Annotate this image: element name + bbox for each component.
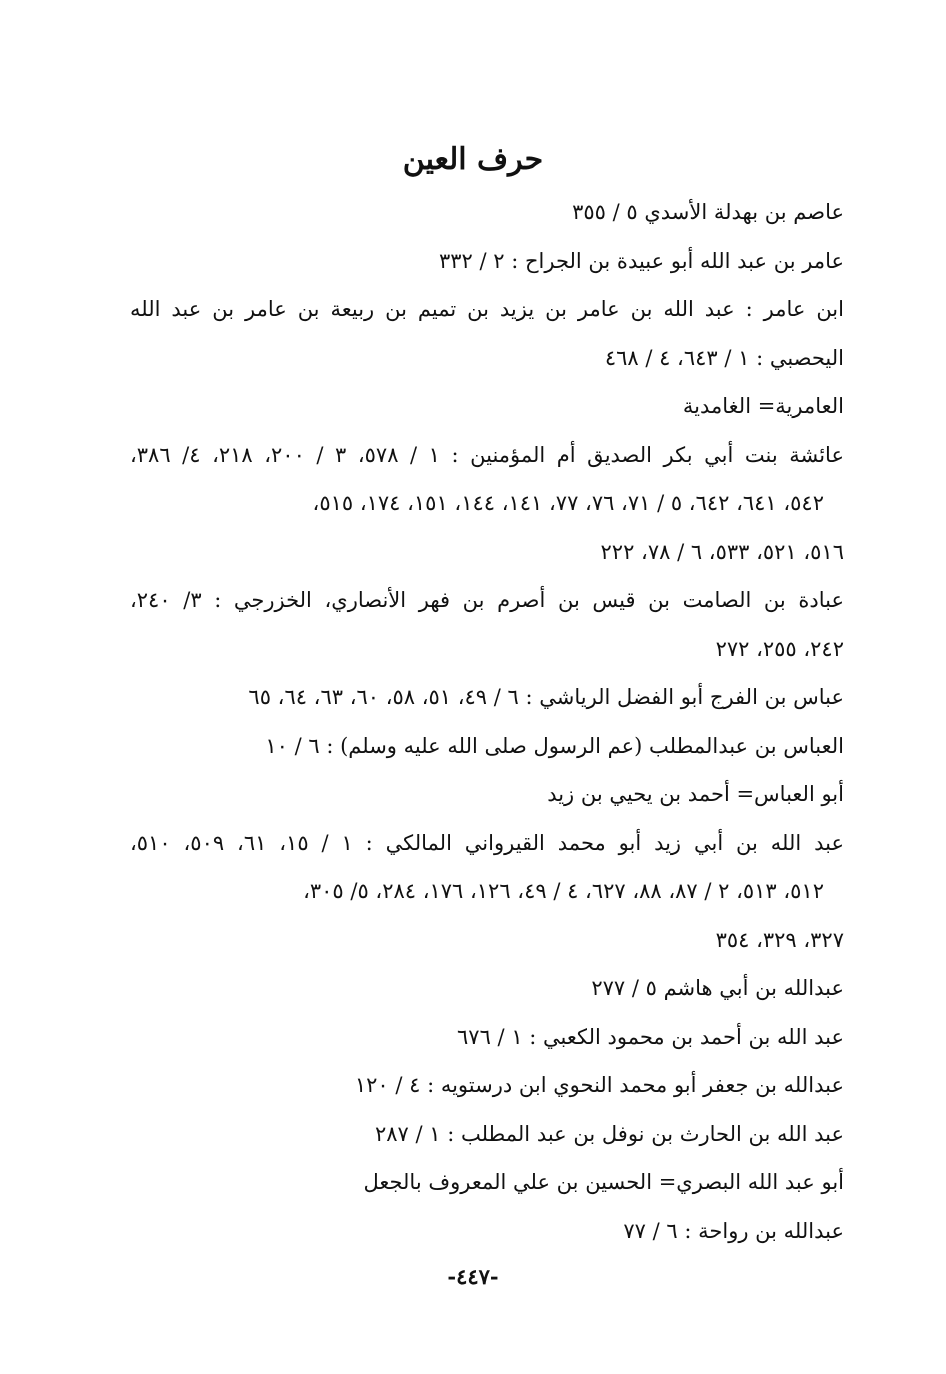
index-entry: أبو عبد الله البصري= الحسين بن علي المعروف بالجعل [363,1170,844,1194]
index-entry: ابن عامر : عبد الله بن عامر بن يزيد بن تميم بن ربيعة بن عامر بن عبد الله [130,297,844,321]
index-entry-continuation: ٢٤٢، ٢٥٥، ٢٧٢ [715,636,844,661]
page-number: -٤٤٧- [447,1264,499,1289]
index-entry-continuation: ٥٤٢، ٦٤١، ٦٤٢، ٥ / ٧١، ٧٦، ٧٧، ١٤١، ١٤٤، ١٥١، ١٧٤، ٥١٥، [312,491,824,515]
index-entry-continuation: ٥١٦، ٥٢١، ٥٣٣، ٦ / ٧٨، ٢٢٢ [600,539,844,564]
index-entry: العباس بن عبدالمطلب (عم الرسول صلى الله عليه وسلم) : ٦ / ١٠ [265,733,844,758]
index-entry: عبد الله بن أحمد بن محمود الكعبي : ١ / ٦٧٦ [457,1024,844,1049]
index-entry: عاصم بن بهدلة الأسدي ٥ / ٣٥٥ [572,200,844,224]
index-entry: عبدالله بن رواحة : ٦ / ٧٧ [623,1218,844,1243]
index-entry-continuation: ٣٢٧، ٣٢٩، ٣٥٤ [715,927,844,952]
index-entry: عباس بن الفرج أبو الفضل الرياشي : ٦ / ٤٩، ٥١، ٥٨، ٦٠، ٦٣، ٦٤، ٦٥ [248,685,844,709]
index-entry: عبادة بن الصامت بن قيس بن أصرم بن فهر الأنصاري، الخزرجي : ٣/ ٢٤٠، [130,588,844,612]
index-entries [130,188,844,1255]
index-entry: أبو العباس= أحمد بن يحيي بن زيد [547,782,844,806]
index-entry: عبدالله بن جعفر أبو محمد النحوي ابن درستويه : ٤ / ١٢٠ [354,1073,844,1097]
index-entry: عامر بن عبد الله أبو عبيدة بن الجراح : ٢ / ٣٣٢ [439,248,844,273]
index-entry: العامرية= الغامدية [682,394,844,418]
index-entry: عبد الله بن الحارث بن نوفل بن عبد المطلب : ١ / ٢٨٧ [374,1121,844,1146]
index-entry: عبد الله بن أبي زيد أبو محمد القيرواني المالكي : ١ / ١٥، ٦١، ٥٠٩، ٥١٠، [130,830,844,855]
index-entry: عبدالله بن أبي هاشم ٥ / ٢٧٧ [591,976,844,1000]
index-entry-continuation: ٥١٢، ٥١٣، ٢ / ٨٧، ٨٨، ٦٢٧، ٤ / ٤٩، ١٢٦، ١٧٦، ٢٨٤، ٥/ ٣٠٥، [303,879,824,903]
section-heading: حرف العين [402,142,544,177]
index-entry: عائشة بنت أبي بكر الصديق أم المؤمنين : ١ / ٥٧٨، ٣ / ٢٠٠، ٢١٨، ٤/ ٣٨٦، [130,442,844,467]
index-entry-continuation: اليحصبي : ١ / ٦٤٣، ٤ / ٤٦٨ [604,345,844,370]
